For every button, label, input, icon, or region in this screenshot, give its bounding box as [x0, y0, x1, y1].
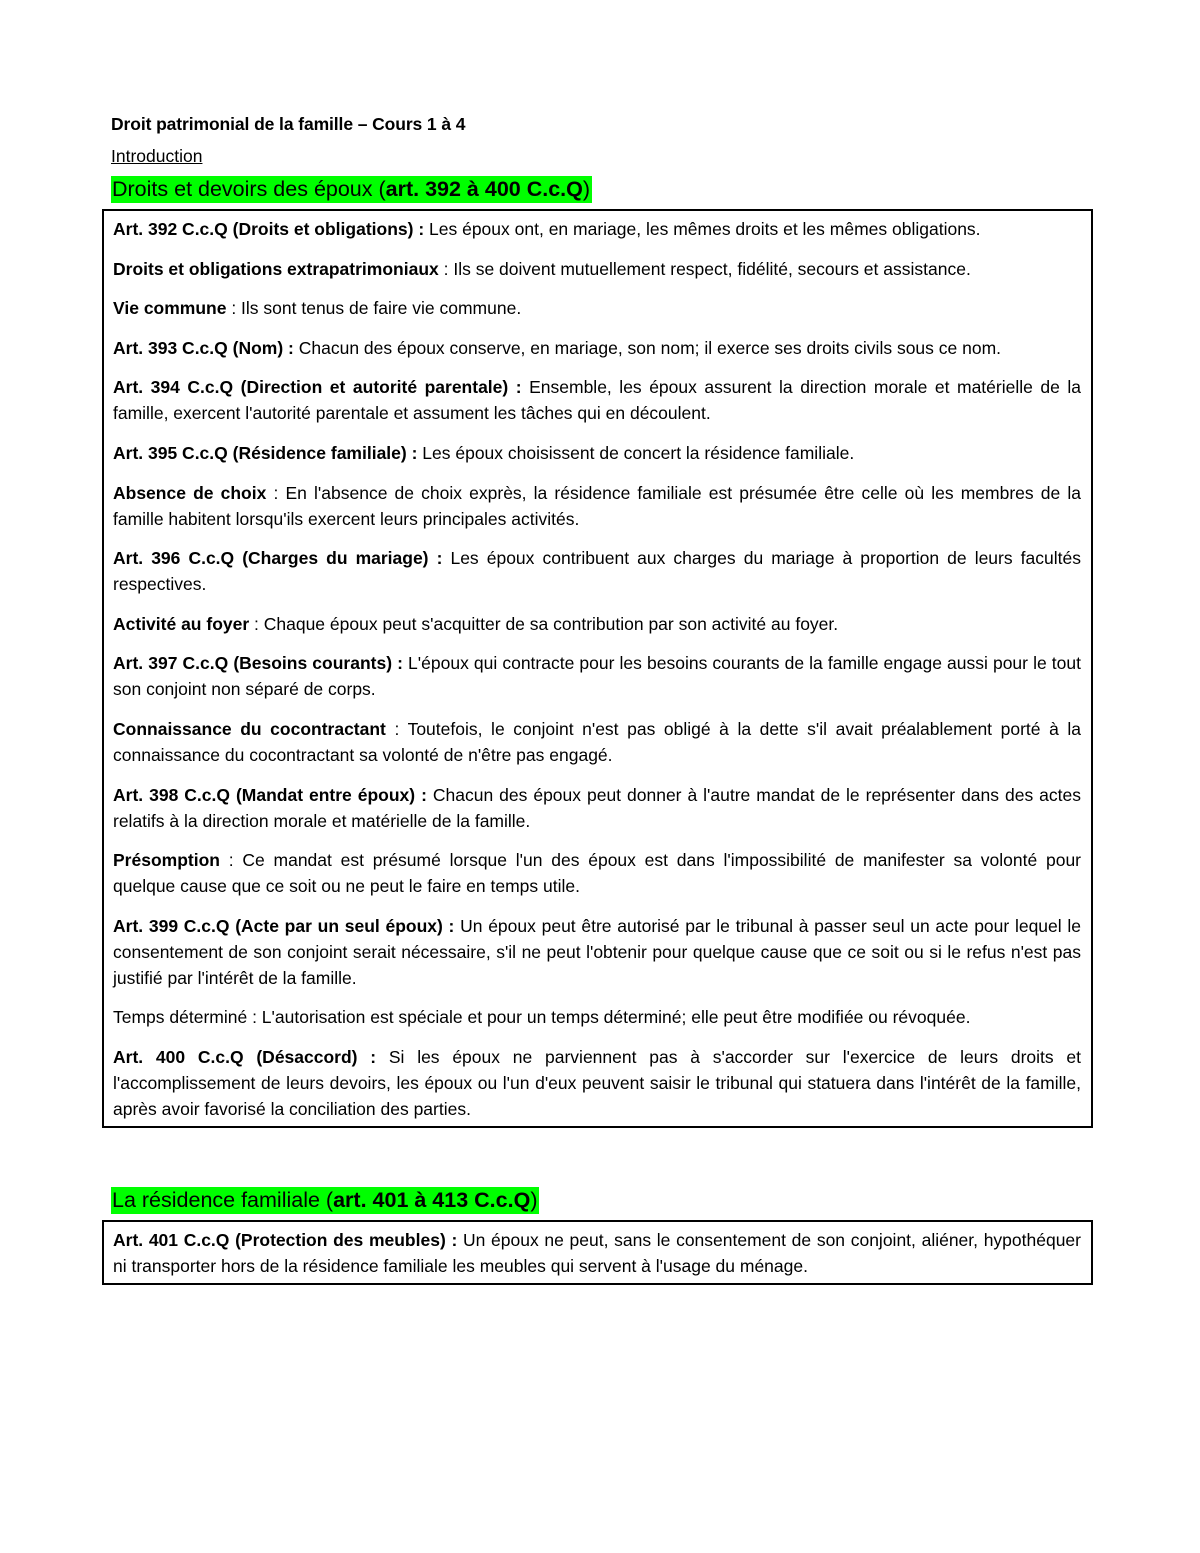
article-label: Présomption [113, 850, 220, 871]
heading-close: ) [582, 177, 591, 201]
heading-close: ) [530, 1187, 538, 1212]
article-paragraph [113, 1227, 1081, 1279]
article-label: Art. 401 C.c.Q (Protection des meubles) : [113, 1229, 458, 1250]
heading-text: La résidence familiale ( [112, 1187, 334, 1212]
article-label: Art. 399 C.c.Q (Acte par un seul époux) : [113, 915, 455, 936]
article-label: Absence de choix [113, 482, 267, 503]
section-heading-droits-devoirs [111, 175, 1099, 203]
article-paragraph [113, 216, 1081, 242]
article-text: : Ce mandat est présumé lorsque l'un des époux est dans l'impossibilité de manifester sa volonté pour quelque cause que ce soit ou ne peut le faire en temps utile. [113, 850, 1081, 897]
article-label: Art. 398 C.c.Q (Mandat entre époux) : [113, 784, 427, 805]
article-text: Les époux choisissent de concert la résidence familiale. [417, 442, 855, 463]
article-text: : Toutefois, le conjoint n'est pas obligé à la dette s'il avait préalablement porté à la connaissance du cocontractant sa volonté de n'être pas engagé. [113, 718, 1081, 765]
article-text: Un époux peut être autorisé par le tribunal à passer seul un acte pour lequel le consentement de son conjoint serait nécessaire, s'il ne peut l'obtenir pour quelque cause que ce soit ou si le refus n'est pas justifié par l'intérêt de la famille. [113, 915, 1081, 988]
document-title: Droit patrimonial de la famille – Cours 1 à 4 [111, 114, 466, 134]
spacer [111, 1128, 1099, 1186]
article-label: Art. 397 C.c.Q (Besoins courants) : [113, 653, 403, 674]
article-text: Si les époux ne parviennent pas à s'accorder sur l'exercice de leurs droits et l'accomplissement de leurs devoirs, les époux ou l'un d'eux peuvent saisir le tribunal qui statuera dans l'intérêt de la famille, après avoir favorisé la conciliation des parties. [113, 1046, 1081, 1119]
article-text: Chacun des époux peut donner à l'autre mandat de le représenter dans des actes relatifs à la direction morale et matérielle de la famille. [113, 784, 1081, 831]
article-paragraph [113, 913, 1081, 991]
article-label: Droits et obligations extrapatrimoniaux [113, 258, 439, 279]
article-text: : Ils se doivent mutuellement respect, fidélité, secours et assistance. [438, 258, 971, 279]
article-text: : Ils sont tenus de faire vie commune. [226, 298, 522, 319]
article-text: Les époux contribuent aux charges du mariage à proportion de leurs facultés respectives. [113, 548, 1081, 595]
article-label: Art. 400 C.c.Q (Désaccord) : [113, 1046, 377, 1067]
article-label: Vie commune [113, 298, 227, 319]
article-paragraph [113, 440, 1081, 466]
article-text: Les époux ont, en mariage, les mêmes droits et les mêmes obligations. [424, 219, 981, 239]
article-paragraph [113, 716, 1081, 768]
article-label: Art. 393 C.c.Q (Nom) : [113, 337, 294, 358]
article-paragraph [113, 295, 1081, 321]
article-paragraph [113, 374, 1081, 426]
article-text: Chacun des époux conserve, en mariage, son nom; il exerce ses droits civils sous ce nom. [293, 337, 1002, 358]
heading-articles: art. 392 à 400 C.c.Q [385, 177, 583, 201]
article-text: Ensemble, les époux assurent la direction morale et matérielle de la famille, exercent l'autorité parentale et assument les tâches qui en découlent. [113, 377, 1081, 424]
article-text: Un époux ne peut, sans le consentement de son conjoint, aliéner, hypothéquer ni transporter hors de la résidence familiale les meubles qui servent à l'usage du ménage. [113, 1229, 1081, 1276]
article-paragraph [113, 611, 1081, 637]
document-page [111, 112, 1099, 1285]
article-paragraph [113, 847, 1081, 899]
article-paragraph [113, 480, 1081, 532]
heading-articles: art. 401 à 413 C.c.Q [333, 1187, 531, 1212]
article-label: Art. 395 C.c.Q (Résidence familiale) : [113, 442, 418, 463]
highlight [111, 176, 592, 203]
article-label: Activité au foyer [113, 613, 250, 634]
article-label: Art. 396 C.c.Q (Charges du mariage) : [113, 548, 443, 569]
article-paragraph [113, 650, 1081, 702]
articles-box-392-400 [102, 209, 1093, 1128]
article-text: : Chaque époux peut s'acquitter de sa contribution par son activité au foyer. [249, 613, 839, 634]
introduction-heading: Introduction [111, 146, 203, 166]
article-text: : En l'absence de choix exprès, la résidence familiale est présumée être celle où les membres de la famille habitent lorsqu'ils exercent leurs principales activités. [113, 482, 1082, 529]
article-paragraph [113, 335, 1081, 361]
section-heading-residence-familiale [111, 1186, 1099, 1214]
article-paragraph [113, 256, 1081, 282]
article-label: Art. 392 C.c.Q (Droits et obligations) : [113, 219, 425, 239]
article-label: Art. 394 C.c.Q (Direction et autorité parentale) : [113, 377, 522, 398]
article-text: Temps déterminé : L'autorisation est spéciale et pour un temps déterminé; elle peut être modifiée ou révoquée. [113, 1007, 971, 1028]
article-paragraph [113, 545, 1081, 597]
articles-box-401-413 [102, 1220, 1093, 1285]
article-paragraph [113, 1004, 1081, 1030]
article-paragraph [113, 1044, 1081, 1122]
highlight [111, 1187, 539, 1214]
heading-text: Droits et devoirs des époux ( [112, 177, 386, 201]
article-label: Connaissance du cocontractant [113, 718, 386, 739]
article-text: L'époux qui contracte pour les besoins courants de la famille engage aussi pour le tout son conjoint non séparé de corps. [113, 653, 1081, 700]
article-paragraph [113, 782, 1081, 834]
